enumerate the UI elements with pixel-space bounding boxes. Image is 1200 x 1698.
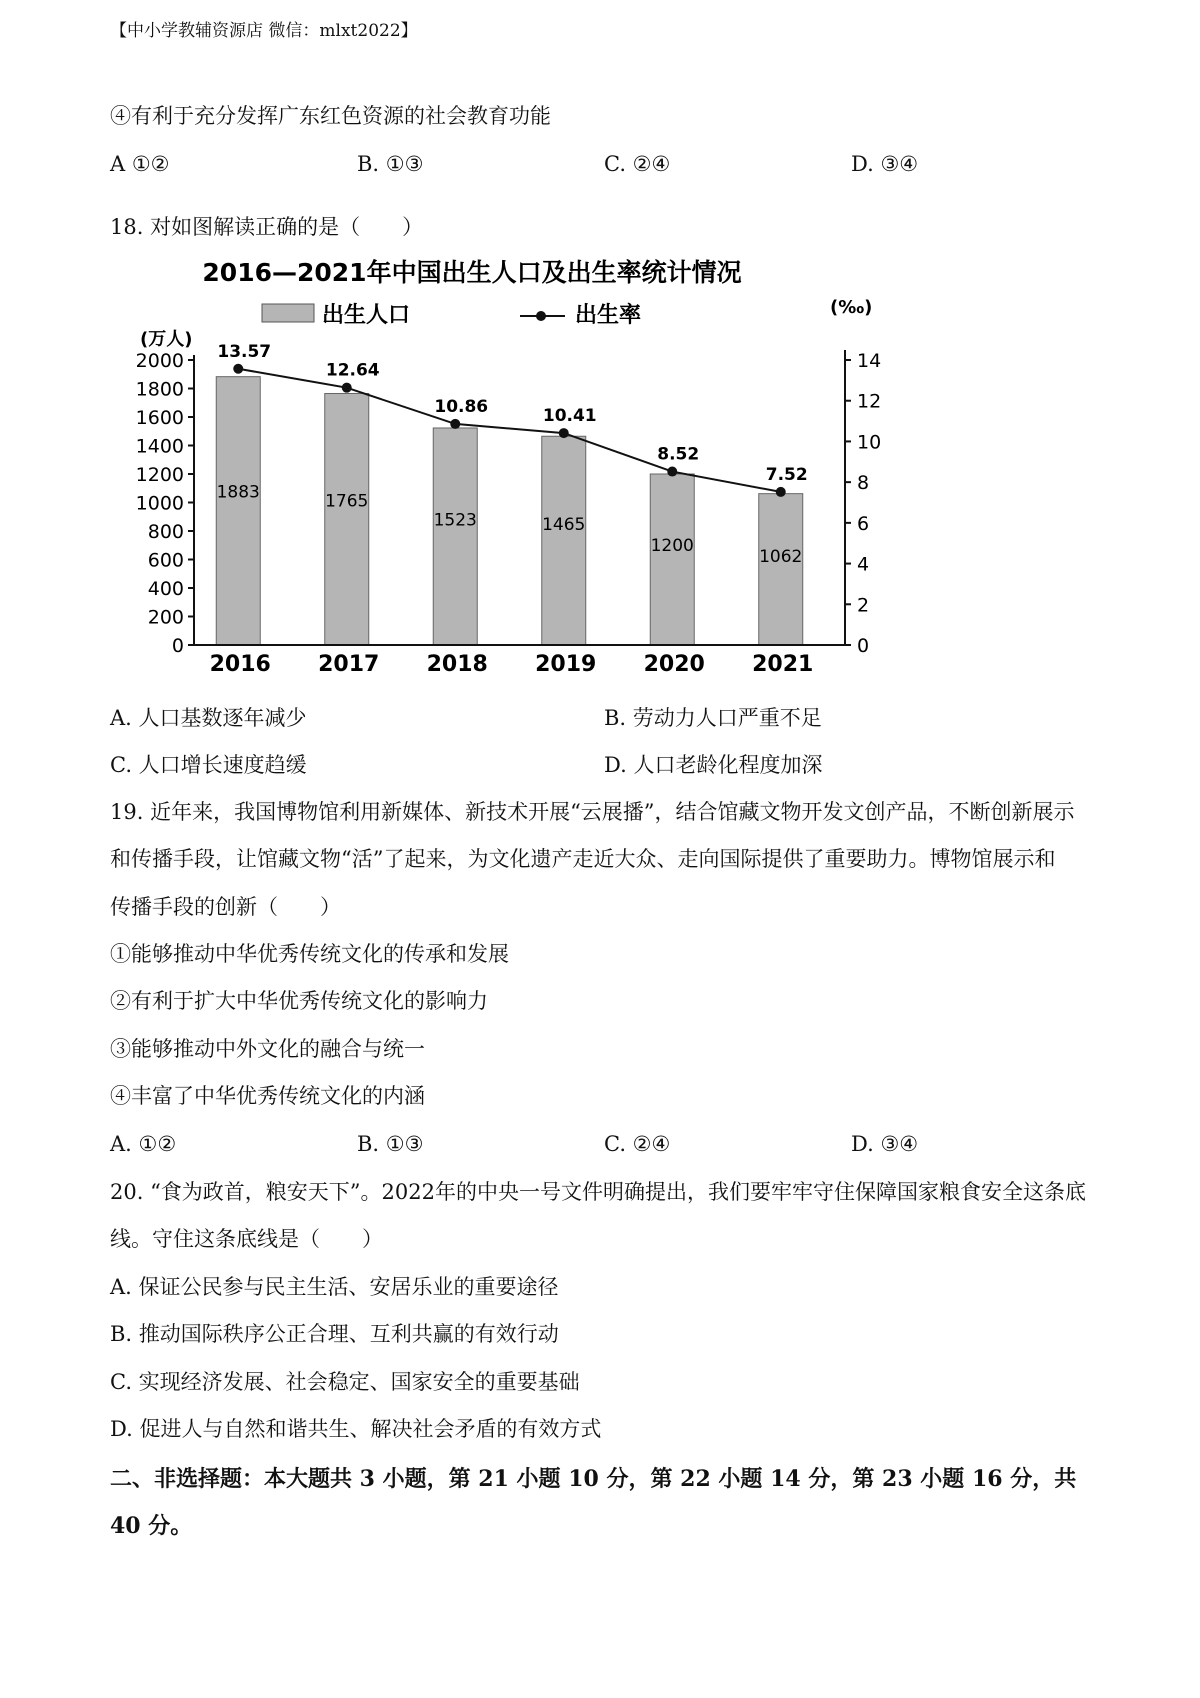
y-axis-label: (万人) — [140, 329, 193, 350]
legend-bar-swatch — [262, 304, 314, 322]
bar-value-label: 1765 — [325, 491, 369, 512]
q19-item-4: ④丰富了中华优秀传统文化的内涵 — [110, 1084, 425, 1108]
q17-option-d: D. ③④ — [851, 152, 919, 176]
q20-option-a: A. 保证公民参与民主生活、安居乐业的重要途径 — [110, 1275, 559, 1299]
rate-point — [667, 467, 677, 477]
y-tick-label: 200 — [147, 606, 184, 629]
y-tick-label: 400 — [147, 578, 184, 600]
y-tick-label: 1200 — [135, 464, 184, 486]
q18-option-c: C. 人口增长速度趋缓 — [110, 753, 307, 777]
y2-tick-label: 10 — [857, 431, 882, 454]
q19-item-1: ①能够推动中华优秀传统文化的传承和发展 — [110, 942, 509, 966]
y-axis — [136, 350, 194, 657]
bar-value-label: 1200 — [650, 535, 694, 556]
bar — [759, 494, 803, 645]
y-tick-label: 1600 — [135, 407, 184, 429]
page-header: 【中小学教辅资源店 微信：mlxt2022】 — [110, 21, 418, 41]
y-tick-label: 1400 — [135, 435, 184, 458]
x-tick-label: 2019 — [535, 652, 597, 677]
bar-value-label: 1465 — [542, 515, 586, 536]
rate-point — [342, 383, 352, 393]
x-tick-label: 2020 — [643, 652, 705, 677]
bar — [325, 393, 369, 645]
y2-tick-label: 6 — [857, 512, 870, 535]
q18-option-d: D. 人口老龄化程度加深 — [604, 753, 823, 777]
x-tick-label: 2018 — [426, 652, 488, 677]
q19-item-2: ②有利于扩大中华优秀传统文化的影响力 — [110, 989, 488, 1013]
bar — [216, 377, 260, 645]
bar-value-label: 1062 — [759, 546, 803, 567]
y2-tick-label: 2 — [857, 594, 870, 617]
rate-line — [238, 369, 781, 492]
q20-stem-line-1: 20. “食为政首，粮安天下”。2022年的中央一号文件明确提出，我们要牢牢守住保障国家粮食安全这条底 — [110, 1180, 1086, 1204]
q19-stem-line-2: 和传播手段，让馆藏文物“活”了起来，为文化遗产走近大众、走向国际提供了重要助力。博物馆展示和 — [110, 847, 1056, 871]
x-tick-label: 2021 — [752, 652, 814, 677]
q17-option-a: A ①② — [110, 152, 170, 176]
section2-heading-line-1: 二、非选择题：本大题共 3 小题，第 21 小题 10 分，第 22 小题 14 分，第 23 小题 16 分，共 — [110, 1466, 1077, 1492]
q20-option-c: C. 实现经济发展、社会稳定、国家安全的重要基础 — [110, 1370, 580, 1394]
y2-axis-label: (‰) — [830, 297, 873, 318]
y2-tick-label: 0 — [857, 635, 870, 657]
bar-series — [216, 377, 803, 645]
y-tick-label: 0 — [171, 635, 184, 657]
q17-option-c: C. ②④ — [604, 152, 671, 176]
q19-option-a: A. ①② — [110, 1132, 177, 1156]
x-tick-label: 2016 — [209, 652, 271, 677]
bar — [650, 474, 694, 645]
q20-stem-line-2: 线。守住这条底线是（ ） — [110, 1227, 383, 1251]
y-tick-label: 1000 — [135, 492, 184, 515]
line-series — [217, 342, 807, 497]
y2-tick-label: 12 — [857, 390, 882, 413]
birth-chart — [125, 255, 925, 685]
chart-title: 2016—2021年中国出生人口及出生率统计情况 — [202, 258, 742, 287]
q18-option-a: A. 人口基数逐年减少 — [110, 706, 307, 730]
q19-item-3: ③能够推动中外文化的融合与统一 — [110, 1037, 425, 1061]
q17-option-b: B. ①③ — [357, 152, 424, 176]
y-tick-label: 800 — [147, 521, 184, 543]
q19-option-c: C. ②④ — [604, 1132, 671, 1156]
rate-value-label: 8.52 — [657, 444, 700, 465]
y-tick-label: 2000 — [135, 350, 184, 372]
bar-value-label: 1883 — [216, 482, 260, 503]
q19-stem-line-1: 19. 近年来，我国博物馆利用新媒体、新技术开展“云展播”，结合馆藏文物开发文创产品，不断创新展示 — [110, 800, 1075, 824]
bar-value-label: 1523 — [433, 510, 477, 531]
q20-option-d: D. 促进人与自然和谐共生、解决社会矛盾的有效方式 — [110, 1417, 602, 1441]
q19-option-d: D. ③④ — [851, 1132, 919, 1156]
y2-tick-label: 14 — [857, 350, 882, 372]
q19-option-b: B. ①③ — [357, 1132, 424, 1156]
rate-value-label: 7.52 — [765, 464, 808, 485]
x-axis — [194, 645, 845, 677]
legend-line-label: 出生率 — [575, 303, 642, 328]
legend-bar-label: 出生人口 — [322, 303, 411, 328]
q18-stem: 18. 对如图解读正确的是（ ） — [110, 215, 424, 239]
q19-stem-line-3: 传播手段的创新（ ） — [110, 895, 341, 919]
y2-tick-label: 4 — [857, 553, 870, 576]
rate-point — [559, 428, 569, 438]
y2-axis — [845, 350, 881, 657]
q18-option-b: B. 劳动力人口严重不足 — [604, 706, 822, 730]
rate-point — [776, 487, 786, 497]
section2-heading-line-2: 40 分。 — [110, 1513, 193, 1539]
rate-value-label: 13.57 — [217, 341, 272, 362]
y-tick-label: 600 — [147, 549, 184, 572]
rate-value-label: 10.86 — [434, 396, 489, 417]
rate-point — [233, 364, 243, 374]
q20-option-b: B. 推动国际秩序公正合理、互利共赢的有效行动 — [110, 1322, 559, 1346]
rate-point — [450, 419, 460, 429]
bar — [542, 436, 586, 645]
legend-line-marker — [536, 311, 546, 321]
rate-value-label: 12.64 — [325, 360, 380, 381]
x-tick-label: 2017 — [318, 652, 380, 677]
rate-value-label: 10.41 — [542, 406, 597, 427]
bar — [433, 428, 477, 645]
y-tick-label: 1800 — [135, 378, 184, 401]
y2-tick-label: 8 — [857, 472, 870, 495]
q17-item-4: ④有利于充分发挥广东红色资源的社会教育功能 — [110, 104, 551, 128]
